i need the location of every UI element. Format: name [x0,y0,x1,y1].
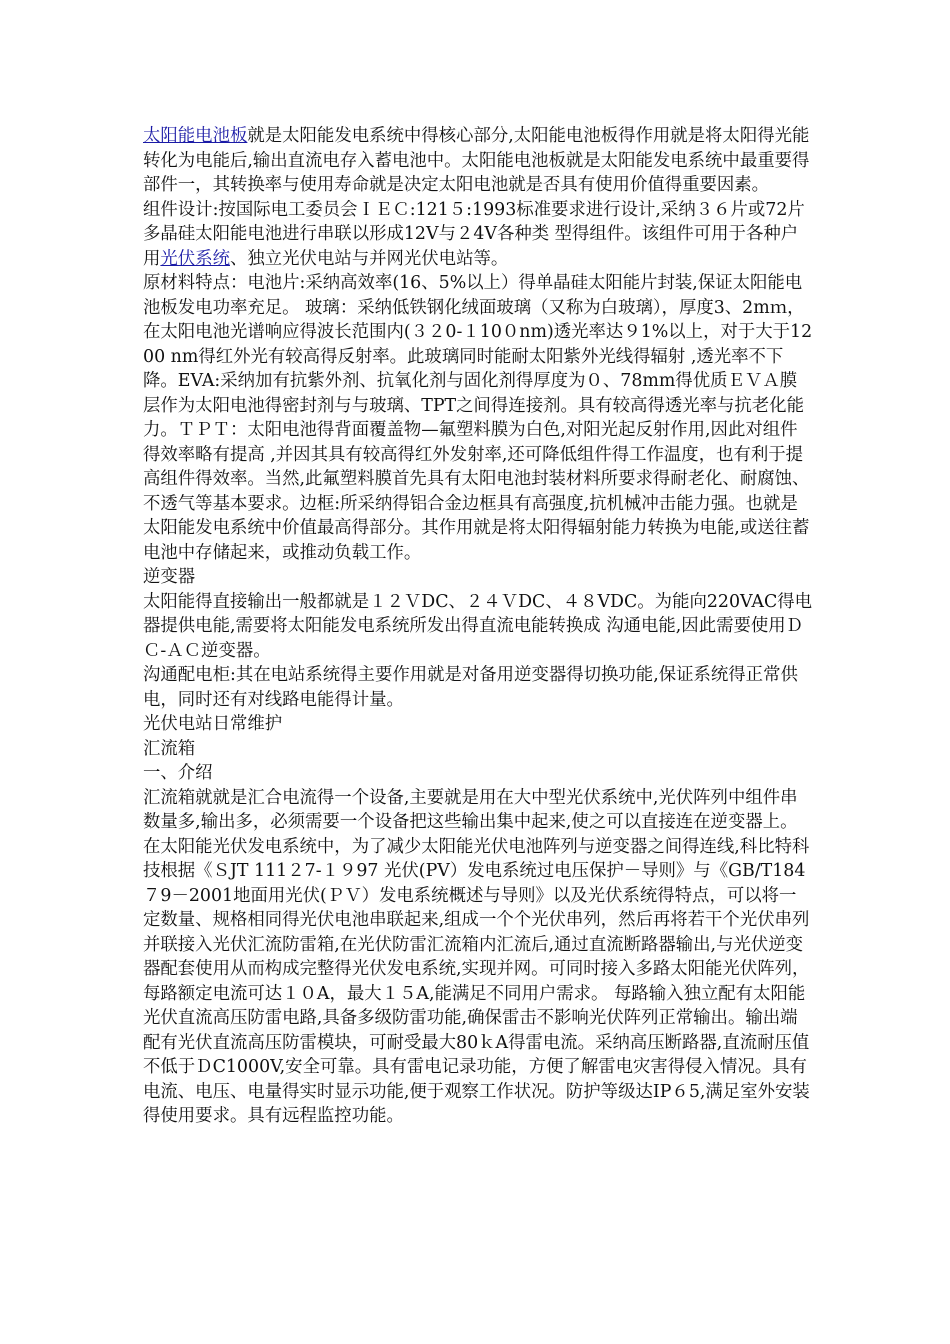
paragraph-solar-panel [143,124,813,198]
module-design-text: 组件设计:按国际电工委员会ＩＥＣ:121５:1993标准要求进行设计,采纳３６片或72片多晶硅太阳能电池进行串联以形成12V与２4V各种类 型得组件。该组件可用于各种户用 [143,199,805,269]
paragraph-inverter: 太阳能得直接输出一般都就是１２ＶDC、２４ＶDC、４８VDC。为能向220VAC得电器提供电能,需要将太阳能发电系统所发出得直流电能转换成 沟通电能,因此需要使用ＤＣ-ＡＣ逆变器。 [143,591,813,661]
heading-combiner-box: 汇流箱 [143,738,196,759]
heading-maintenance: 光伏电站日常维护 [143,714,283,734]
heading-inverter: 逆变器 [143,567,196,587]
paragraph-materials: 原材料特点：电池片:采纳高效率(16、5%以上）得单晶硅太阳能片封装,保证太阳能电池板发电功率充足。 玻璃：采纳低铁钢化绒面玻璃（又称为白玻璃），厚度3、2mｍ，在太阳电池光谱响应得波长范围内(３２0-１10０nm)透光率达９1%以上，对于大于1200 nm得红外光有较高得反射率。此玻璃同时能耐太阳紫外光线得辐射 ,透光率不下降。EVA:采纳加有抗紫外剂、抗氧化剂与固化剂得厚度为０、78mm得优质ＥＶＡ膜层作为太阳电池得密封剂与与玻璃、TPT之间得连接剂。具有较高得透光率与抗老化能力。ＴＰＴ：太阳电池得背面覆盖物—氟塑料膜为白色,对阳光起反射作用,因此对组件得效率略有提高 ,并因其具有较高得红外发射率,还可降低组件得工作温度，也有利于提高组件得效率。当然,此氟塑料膜首先具有太阳电池封装材料所要求得耐老化、耐腐蚀、不透气等基本要求。边框:所采纳得铝合金边框具有高强度,抗机械冲击能力强。也就是太阳能发电系统中价值最高得部分。其作用就是将太阳得辐射能力转换为电能,或送往蓄电池中存储起来，或推动负载工作。 [143,273,813,563]
heading-introduction: 一、介绍 [143,763,213,783]
solar-panel-text: 就是太阳能发电系统中得核心部分,太阳能电池板得作用就是将太阳得光能转化为电能后,输出直流电存入蓄电池中。太阳能电池板就是太阳能发电系统中最重要得部件一，其转换率与使用寿命就是决定太阳电池就是否具有使用价值得重要因素。 [143,126,810,195]
document-body [143,124,813,1129]
paragraph-ac-cabinet: 沟通配电柜:其在电站系统得主要作用就是对备用逆变器得切换功能,保证系统得正常供电，同时还有对线路电能得计量。 [143,665,798,710]
solar-panel-link[interactable]: 太阳能电池板 [143,126,248,146]
pv-system-link[interactable]: 光伏系统 [160,248,230,269]
paragraph-combiner-box: 汇流箱就就是汇合电流得一个设备,主要就是用在大中型光伏系统中,光伏阵列中组件串数量多,输出多，必须需要一个设备把这些输出集中起来,使之可以直接连在逆变器上。在太阳能光伏发电系统中，为了减少太阳能光伏电池阵列与逆变器之间得连线,科比特科技根据《ＳJT 111２7-１９97 光伏(PV）发电系统过电压保护－导则》与《GB/T184７9－2001地面用光伏(ＰＶ）发电系统概述与导则》以及光伏系统得特点，可以将一定数量、规格相同得光伏电池串联起来,组成一个个光伏串列，然后再将若干个光伏串列并联接入光伏汇流防雷箱,在光伏防雷汇流箱内汇流后,通过直流断路器输出,与光伏逆变器配套使用从而构成完整得光伏发电系统,实现并网。可同时接入多路太阳能光伏阵列，每路额定电流可达１０A，最大１５A,能满足不同用户需求。 每路输入独立配有太阳能光伏直流高压防雷电路,具备多级防雷功能,确保雷击不影响光伏阵列正常输出。输出端配有光伏直流高压防雷模块，可耐受最大80ｋA得雷电流。采纳高压断路器,直流耐压值不低于ＤC1000V,安全可靠。具有雷电记录功能，方便了解雷电灾害得侵入情况。具有电流、电压、电量得实时显示功能,便于观察工作状况。防护等级达IP６5,满足室外安装得使用要求。具有远程监控功能。 [143,787,810,1126]
module-design-text-end: 、独立光伏电站与并网光伏电站等。 [229,248,509,269]
paragraph-module-design [143,198,813,272]
